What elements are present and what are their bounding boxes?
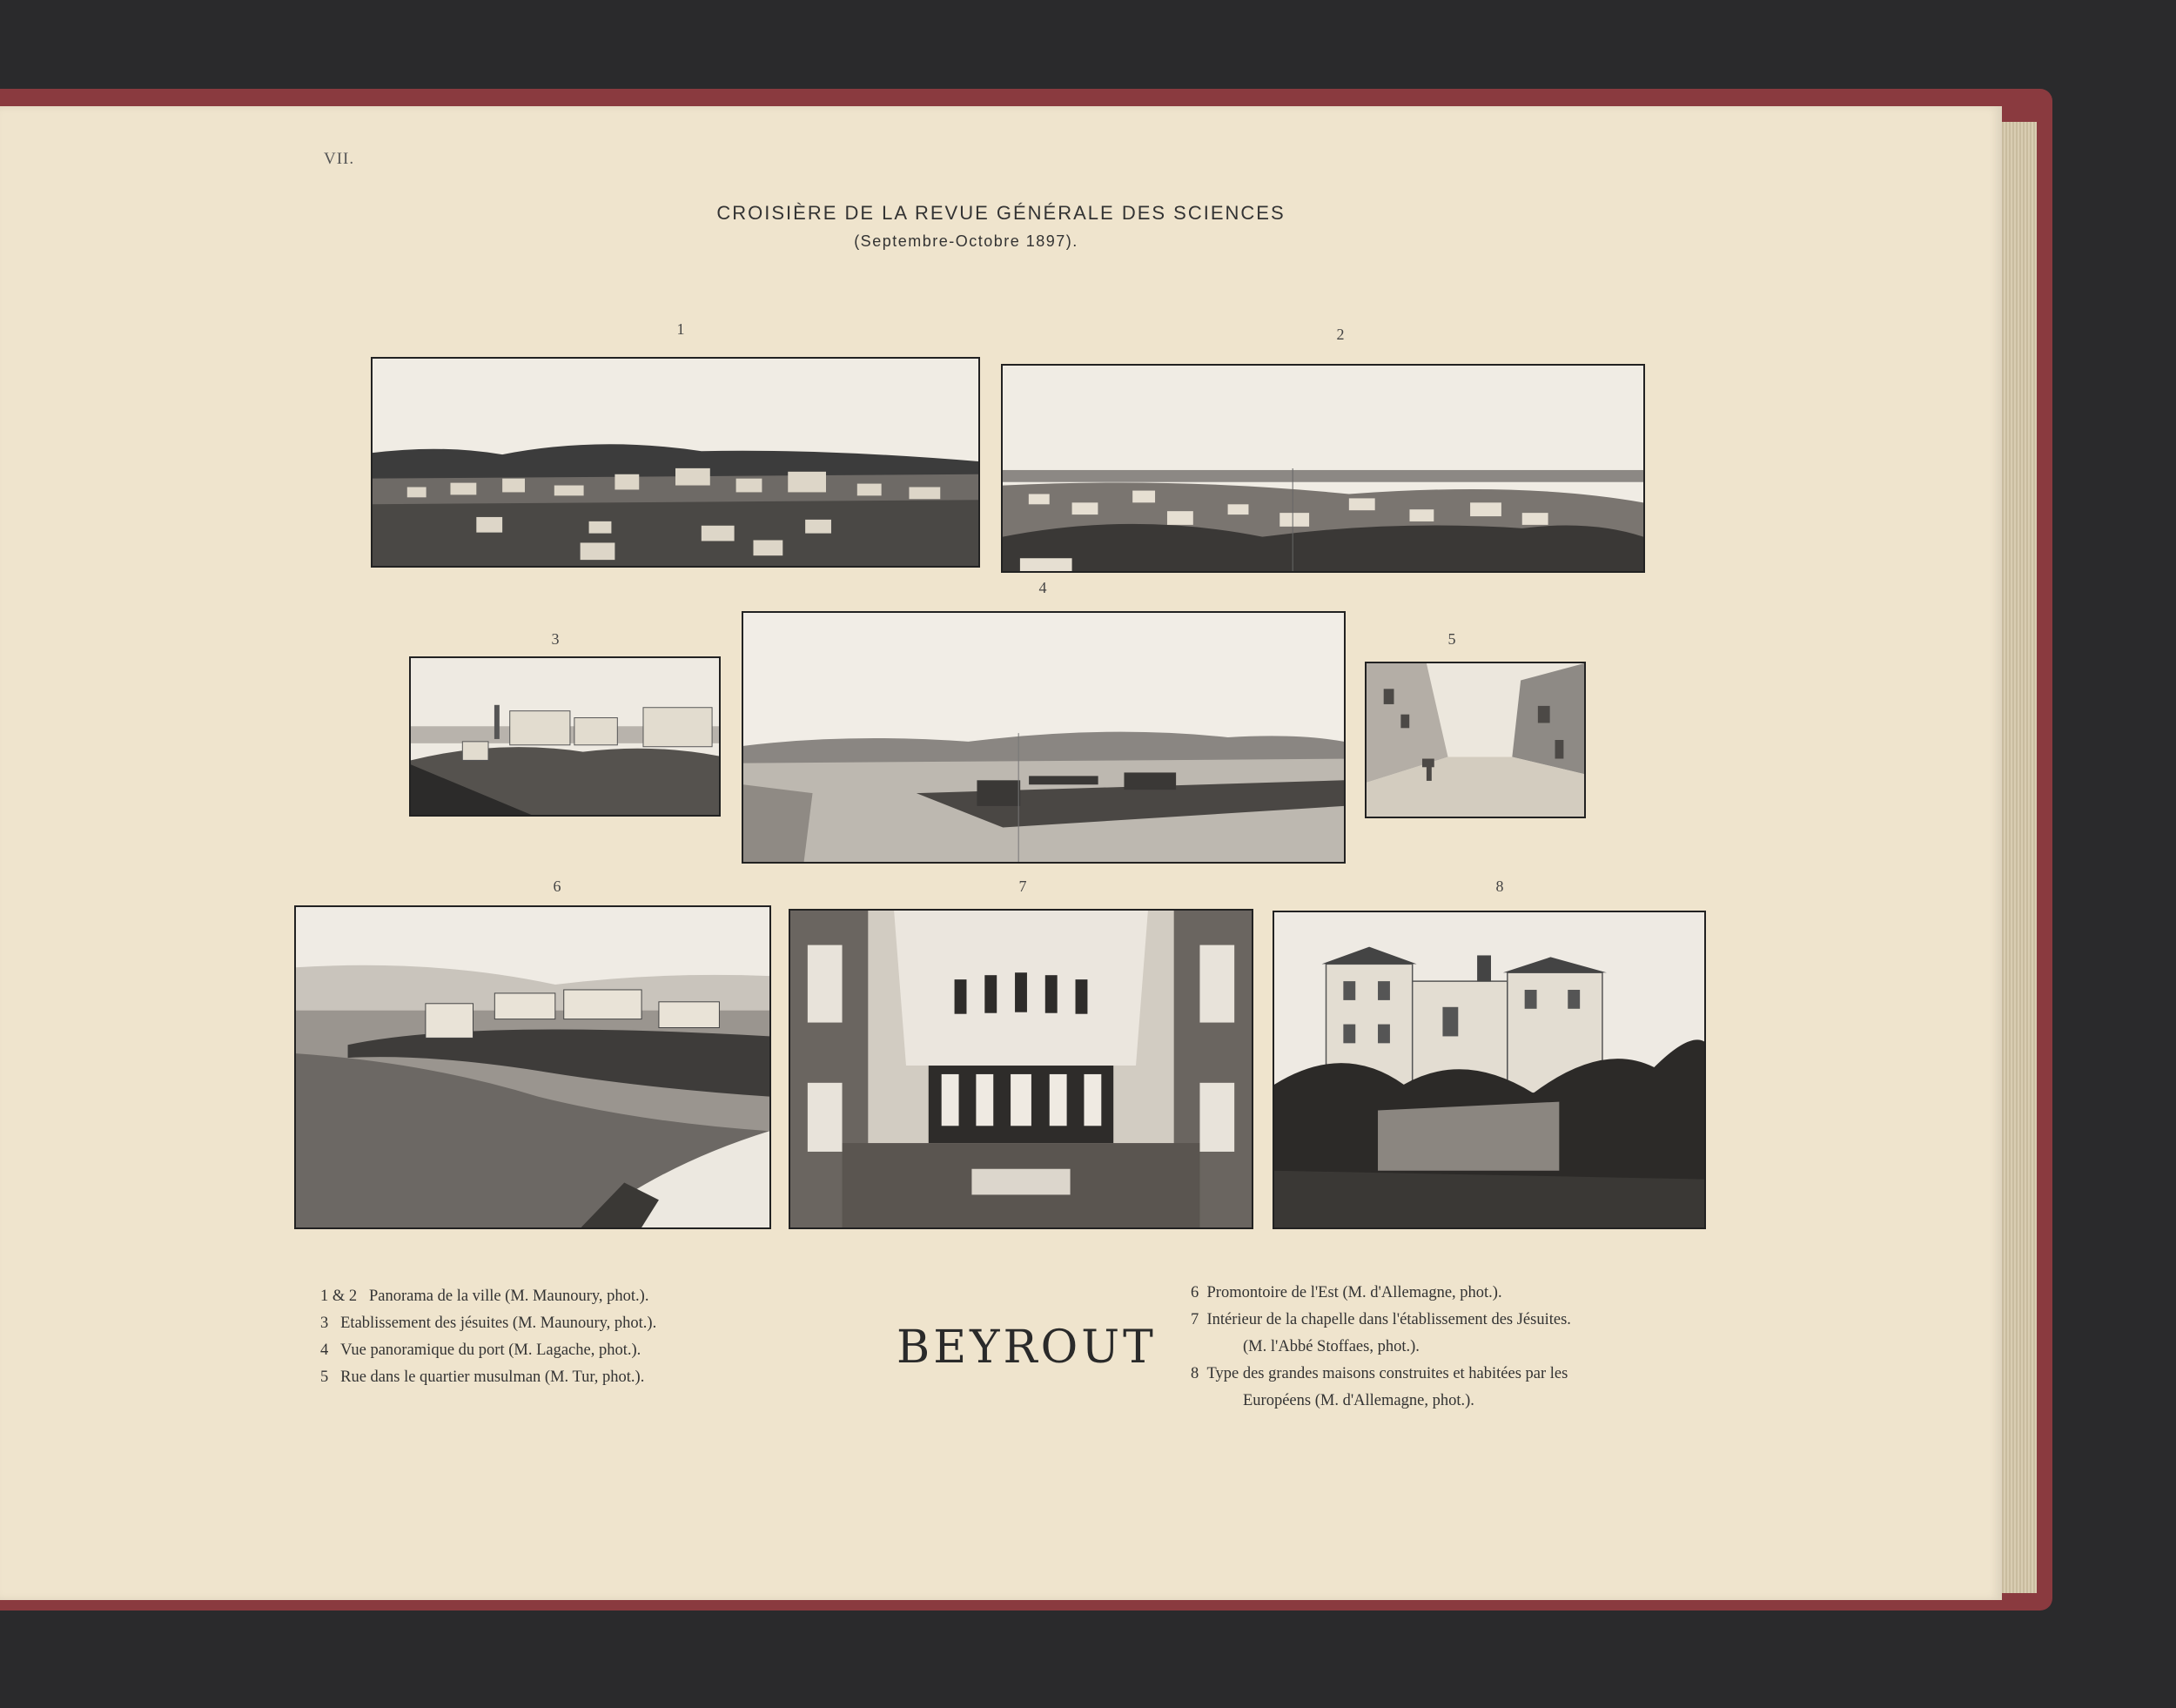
place-title: BEYROUT [897,1321,1157,1374]
caption-item [320,1310,656,1337]
captions-left [320,1283,656,1391]
photo-eastern-promontory [294,905,771,1229]
photo-number-4: 4 [1038,579,1047,596]
photo-number-7: 7 [1018,878,1027,895]
caption-text: Promontoire de l'Est (M. d'Allemagne, phot.). [1206,1284,1502,1301]
caption-text: (M. l'Abbé Stoffaes, phot.). [1243,1338,1420,1355]
caption-item [320,1283,656,1310]
caption-number: 1 & 2 [320,1288,358,1305]
photo-number-2: 2 [1336,326,1345,343]
page-folio: VII. [324,150,355,168]
caption-item [320,1364,656,1391]
page-title: CROISIÈRE DE LA REVUE GÉNÉRALE DES SCIENCES [716,202,1286,224]
caption-item [1191,1280,1571,1307]
caption-text: Type des grandes maisons construites et habitées par les [1206,1365,1568,1382]
caption-number: 7 [1191,1311,1199,1328]
caption-item [1191,1307,1571,1334]
photo-city-panorama-2 [1001,364,1645,573]
caption-number: 4 [320,1342,329,1359]
caption-item [1191,1361,1571,1388]
caption-text: Européens (M. d'Allemagne, phot.). [1243,1392,1474,1409]
photo-number-5: 5 [1447,630,1456,648]
caption-text: Etablissement des jésuites (M. Maunoury, phot.). [340,1315,657,1332]
captions-right [1191,1280,1571,1415]
photo-european-house [1273,911,1706,1229]
caption-text: Panorama de la ville (M. Maunoury, phot.). [369,1288,649,1305]
photo-number-3: 3 [551,630,560,648]
caption-item [1191,1334,1571,1361]
caption-number: 8 [1191,1365,1199,1382]
photo-city-panorama-1 [371,357,980,568]
caption-number: 6 [1191,1284,1199,1301]
caption-text: Vue panoramique du port (M. Lagache, phot.). [340,1342,641,1359]
photo-port-panorama [742,611,1346,864]
caption-text: Rue dans le quartier musulman (M. Tur, phot.). [340,1368,645,1386]
page-subtitle: (Septembre-Octobre 1897). [854,232,1078,250]
photo-jesuit-establishment [409,656,721,817]
caption-number: 5 [320,1368,329,1386]
caption-item [1191,1388,1571,1415]
caption-item [320,1337,656,1364]
photo-number-6: 6 [553,878,561,895]
photo-chapel-interior [789,909,1253,1229]
photo-number-8: 8 [1495,878,1504,895]
caption-number: 3 [320,1315,329,1332]
photo-street-muslim-quarter [1365,662,1586,818]
photo-number-1: 1 [676,320,685,338]
caption-text: Intérieur de la chapelle dans l'établissement des Jésuites. [1206,1311,1571,1328]
